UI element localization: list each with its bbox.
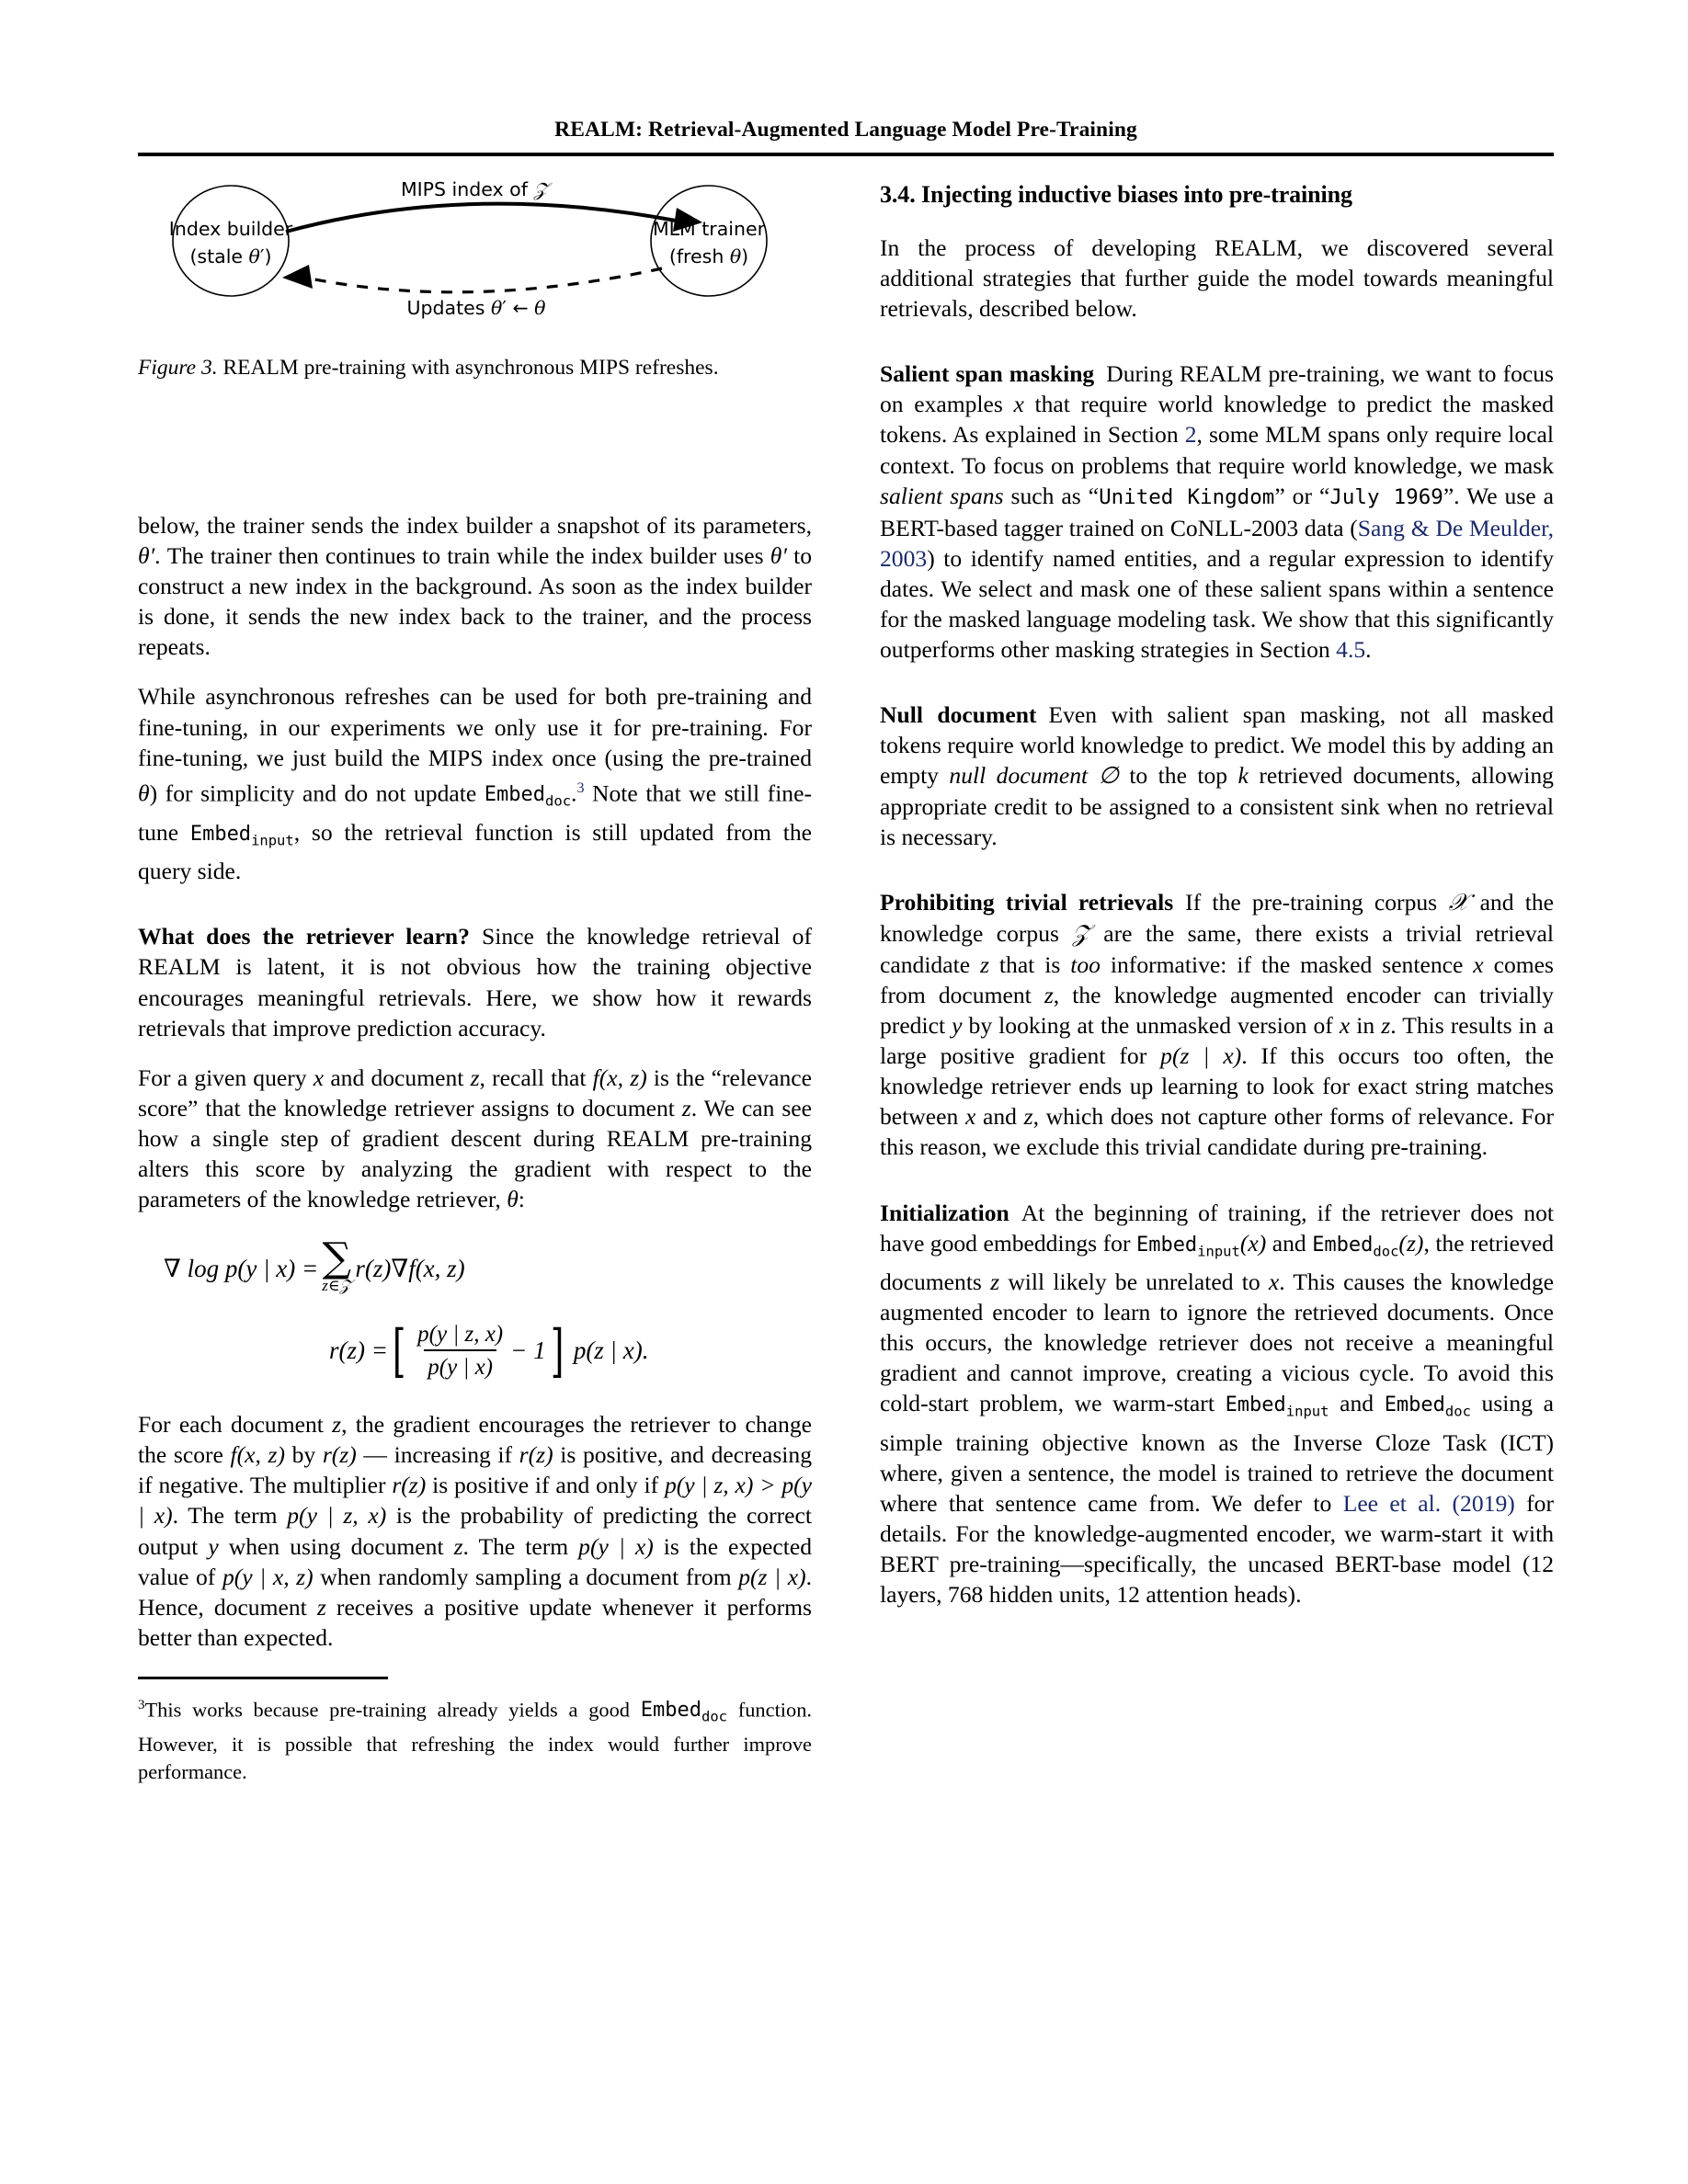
footnote-3-marker: 3 — [138, 1697, 145, 1712]
text-seg: , recall that — [479, 1064, 593, 1091]
updates-arrowhead — [282, 265, 313, 289]
text-seg: . This results in a large positive gradient for — [880, 1012, 1554, 1070]
embed-doc-token — [1312, 1233, 1399, 1260]
text-seg: by looking at the unmasked version of — [962, 1012, 1340, 1040]
text-seg: are the same, there exists a trivial retrieval candidate — [880, 919, 1554, 978]
embed-input-subscript: input — [1197, 1243, 1240, 1260]
math-cal-X: 𝒳 — [1448, 888, 1469, 916]
text-seg: that is — [988, 950, 1071, 978]
text-seg: is positive if and only if — [426, 1472, 665, 1499]
para-null-document — [880, 700, 1554, 851]
text-seg: . The term — [462, 1532, 579, 1560]
citation-lee-et-al-link[interactable]: Lee et al. (2019) — [1342, 1490, 1515, 1518]
fraction-group — [414, 1320, 507, 1382]
italic-salient-spans: salient spans — [880, 482, 1004, 509]
math-empty-set: ∅ — [1088, 762, 1119, 790]
math-p-y-given-xz: p(y | x, z) — [222, 1563, 314, 1590]
text-seg: — increasing if — [356, 1441, 519, 1469]
math-z: z — [316, 1593, 326, 1621]
fraction-denominator: p(y | x) — [424, 1349, 496, 1382]
math-x: x — [1268, 1268, 1280, 1296]
text-seg: ) to identify named entities, and a regular expression to identify dates. We select and mask one of these salient spans within a sentence for the masked language modeling task. We show that this significantly outperforms other masking strategies in Section — [880, 544, 1554, 664]
text-seg: will likely be unrelated to — [999, 1268, 1269, 1296]
equation-block — [138, 1234, 812, 1384]
figure-3-svg — [138, 175, 812, 322]
math-z: z — [990, 1268, 1000, 1296]
bracket-open: [ — [392, 1316, 406, 1384]
updates-arrow — [305, 268, 662, 292]
math-p-z-given-x: p(z | x) — [738, 1563, 806, 1590]
text-seg: . Hence, document — [138, 1563, 813, 1621]
text-seg: below, the trainer sends the index builder a snapshot of its parameters, — [138, 512, 812, 539]
text-seg: , the knowledge augmented encoder can trivially predict — [880, 981, 1554, 1040]
text-seg: and — [1266, 1229, 1313, 1257]
fraction-numerator: p(y | z, x) — [417, 1321, 504, 1347]
para-intro-inductive-biases: In the process of developing REALM, we discovered several additional strategies that further guide the model towards meaningful retrievals, described below. — [880, 234, 1554, 323]
text-seg: . The trainer then continues to train while the index builder uses — [154, 542, 770, 570]
math-rz: r(z) — [519, 1441, 553, 1469]
equation-gradient-log — [138, 1234, 812, 1295]
para-async-refreshes: While asynchronous refreshes can be used for both pre-training and fine-tuning, in our experiments we only use it for pre-training. For fine-tuning, we just build the MIPS index once (using the pre-trained θ) for simplicity and do not update Embed$_{doc}$.$^3$ Note that we still fine-tune Embed$_{input}$, so the retrieval function is still updated from the query side. — [138, 683, 812, 885]
math-x: x — [1339, 1012, 1351, 1040]
text-seg: While asynchronous refreshes can be used for both pre-training and fine-tuning, in our experiments we only use it for pre-training. For fine-tuning, we just build the MIPS index once (using the pre-trained — [138, 683, 812, 771]
text-seg: ”. We use a BERT-based tagger trained on CoNLL-2003 data ( — [880, 482, 1554, 541]
text-seg: During REALM pre-training, we want to focus on examples — [880, 360, 1555, 418]
math-theta: θ — [138, 779, 150, 807]
text-seg: This works because pre-training already yields a good — [144, 1698, 641, 1722]
sum-subscript: z∈𝒵 — [322, 1277, 352, 1295]
math-cal-Z: 𝒵 — [1072, 919, 1090, 948]
text-seg: Since the knowledge retrieval of REALM is latent, it is not obvious how the training objective encourages meaningful retrievals. Here, we show how it rewards retrievals that improve prediction accuracy. — [138, 923, 812, 1041]
embed-input-base: Embed — [1225, 1393, 1286, 1417]
runin-heading-salient-span-masking: Salient span masking — [880, 360, 1095, 388]
equation-2-row — [329, 1316, 649, 1384]
math-p-y-given-zx: p(y | z, x) — [287, 1502, 387, 1530]
text-seg: to construct a new index in the background. As soon as the index builder is done, it sends the new index back to the trainer, and the process repeats. — [138, 542, 813, 661]
mono-july-1969: July 1969 — [1329, 484, 1443, 509]
text-seg: , the gradient encourages the retriever to change the score — [138, 1411, 812, 1469]
text-seg: . The term — [172, 1502, 288, 1530]
math-z: z — [332, 1411, 342, 1439]
math-inequality: p(y | z, x) > p(y | x) — [138, 1472, 812, 1530]
footnote-3 — [138, 1692, 812, 1785]
math-theta-prime: θ′ — [138, 542, 155, 570]
text-seg: and document — [324, 1064, 471, 1091]
embed-input-token — [189, 822, 294, 849]
figure-3-caption-text: REALM pre-training with asynchronous MIPS refreshes. — [217, 356, 719, 380]
math-theta-prime: θ′ — [770, 542, 787, 570]
para-retriever-learn — [138, 921, 812, 1042]
text-seg: : — [518, 1186, 525, 1213]
embed-input-token — [1225, 1393, 1329, 1420]
text-seg: retrieved documents, allowing appropriate credit to be assigned to a consistent sink when no retrieval is necessary. — [880, 762, 1554, 850]
summation-symbol-group — [322, 1234, 352, 1295]
text-seg: , the retrieved documents — [880, 1229, 1555, 1296]
math-z: z — [453, 1532, 463, 1560]
text-seg: For a given query — [138, 1064, 314, 1091]
text-seg: At the beginning of training, if the retriever does not have good embeddings for — [880, 1199, 1554, 1257]
text-seg: such as “ — [1003, 482, 1100, 509]
text-seg: when using document — [218, 1532, 454, 1560]
figure-3-label: Figure 3. — [138, 356, 218, 380]
math-z: z — [1381, 1012, 1391, 1040]
footnote-rule — [138, 1677, 388, 1679]
citation-sang-de-meulder-link[interactable]: Sang & De Meulder, 2003 — [880, 514, 1554, 572]
bracket-close: ] — [550, 1316, 564, 1384]
math-p-y-given-x: p(y | x) — [578, 1532, 654, 1560]
section-heading-3-4: 3.4. Injecting inductive biases into pre-training — [880, 181, 1352, 208]
mlm-trainer-label-line1: MLM trainer — [652, 218, 766, 240]
text-seg: that require world knowledge to predict the masked tokens. As explained in Section — [880, 391, 1554, 449]
runin-heading-initialization: Initialization — [880, 1199, 1009, 1226]
text-seg: and — [975, 1103, 1024, 1131]
math-z: z — [980, 950, 989, 978]
text-seg: comes from document — [880, 950, 1554, 1008]
math-x: x — [313, 1064, 325, 1091]
footnote-marker-3[interactable]: 3 — [576, 779, 585, 796]
math-y: y — [208, 1532, 219, 1560]
math-theta: θ — [507, 1186, 519, 1213]
sum-sigma-icon: ∑ — [322, 1234, 351, 1282]
text-seg: to the top — [1118, 762, 1238, 790]
embed-input-token — [1135, 1233, 1240, 1260]
embed-doc-subscript: doc — [1444, 1403, 1471, 1420]
text-seg: . We can see how a single step of gradient descent during REALM pre-training alters this score by analyzing the gradient with respect to the parameters of the knowledge retriever, — [138, 1094, 813, 1213]
text-seg: . This causes the knowledge augmented encoder to learn to ignore the retrieved documents. Once this occurs, the knowledge retriever does not receive a meaningful gradient and cannot improve, creating a vicious cycle. To avoid this cold-start problem, we warm-start — [880, 1268, 1554, 1417]
equation-2-lhs: r(z) = — [329, 1336, 388, 1364]
section-ref-2-link[interactable]: 2 — [1184, 421, 1197, 449]
embed-doc-base: Embed — [1312, 1233, 1374, 1257]
math-f-xz: f(x, z) — [230, 1441, 285, 1469]
text-seg: when randomly sampling a document from — [313, 1563, 739, 1590]
embed-input-base: Embed — [1135, 1233, 1198, 1257]
para-for-each-document — [138, 1409, 812, 1653]
left-column — [138, 510, 812, 1785]
equation-1-row — [164, 1234, 465, 1295]
mono-united-kingdom: United Kingdom — [1099, 484, 1275, 509]
text-seg: using a simple training objective known as the Inverse Cloze Task (ICT) where, given a sentence, the model is trained to retrieve the document where that sentence came from. We defer to — [880, 1390, 1554, 1518]
math-x: x — [964, 1103, 976, 1131]
text-seg: is the expected value of — [138, 1532, 813, 1590]
text-seg: is the probability of predicting the correct output — [138, 1502, 812, 1560]
embed-doc-base: Embed — [484, 783, 546, 807]
math-f-xz: f(x, z) — [592, 1064, 647, 1091]
embed-input-subscript: input — [251, 832, 294, 849]
text-seg: in — [1350, 1012, 1382, 1040]
italic-too: too — [1070, 950, 1101, 978]
text-seg: . If this occurs too often, the knowledge retriever ends up learning to look for exact string matches between — [880, 1042, 1554, 1131]
para-given-query — [138, 1063, 812, 1214]
math-p-z-given-x: p(z | x) — [1160, 1042, 1242, 1070]
italic-null-document: null document — [949, 762, 1089, 790]
index-builder-label-line1: Index builder — [168, 218, 293, 240]
equation-1-rhs: r(z)∇f(x, z) — [355, 1254, 465, 1282]
mlm-trainer-node — [651, 186, 767, 296]
text-seg: and — [1329, 1390, 1385, 1417]
figure-3-diagram — [138, 175, 812, 322]
embed-input-base: Embed — [189, 822, 252, 846]
embed-doc-base: Embed — [1384, 1393, 1445, 1417]
math-rz: r(z) — [392, 1472, 427, 1499]
math-y: y — [952, 1012, 963, 1040]
math-k: k — [1237, 762, 1249, 790]
text-seg: . — [1365, 636, 1372, 664]
header-rule — [138, 153, 1554, 156]
embed-doc-token — [484, 783, 572, 810]
right-column — [880, 180, 1554, 1610]
text-seg: for details. For the knowledge-augmented encoder, we warm-start it with BERT pre-training—specifically, the uncased BERT-base model (12 layers, 768 hidden units, 12 attention heads). — [880, 1490, 1554, 1609]
para-initialization — [880, 1198, 1554, 1610]
equation-2-tail: p(z | x). — [573, 1336, 649, 1364]
math-x: x — [1013, 391, 1024, 418]
text-seg: , which does not capture other forms of relevance. For this reason, we exclude this trivial candidate during pre-training. — [880, 1103, 1554, 1161]
text-seg: If the pre-training corpus — [1185, 888, 1449, 916]
edge-label-mips-index: MIPS index of 𝒵 — [400, 178, 549, 200]
equation-rz-definition — [138, 1316, 812, 1384]
runin-heading-null-document: Null document — [880, 701, 1037, 729]
embed-doc-subscript: doc — [701, 1708, 728, 1725]
text-seg: ” or “ — [1274, 482, 1330, 509]
index-builder-label-line2: (stale θ′) — [189, 245, 272, 267]
text-seg: Note that we still fine-tune — [138, 779, 812, 846]
runin-heading-retriever-learn: What does the retriever learn? — [138, 923, 470, 950]
text-seg: by — [285, 1441, 323, 1469]
index-builder-node — [173, 186, 289, 296]
text-seg: informative: if the masked sentence — [1100, 950, 1474, 978]
text-seg: For each document — [138, 1411, 333, 1439]
text-seg: receives a positive update whenever it performs better than expected. — [138, 1593, 812, 1651]
embed-doc-subscript: doc — [1373, 1243, 1399, 1260]
math-arg-z: (z) — [1398, 1229, 1424, 1257]
section-ref-4-5-link[interactable]: 4.5 — [1336, 636, 1366, 664]
equation-1-lhs: ∇ log p(y | x) = — [164, 1254, 319, 1282]
para-below-trainer — [138, 510, 812, 662]
text-seg: , so the retrieval function is still updated from the query side. — [138, 818, 812, 885]
para-salient-span-masking — [880, 358, 1554, 665]
text-seg: Even with salient span masking, not all masked tokens require world knowledge to predict. We model this by adding an empty — [880, 701, 1554, 790]
math-rz: r(z) — [322, 1441, 357, 1469]
running-head: REALM: Retrieval-Augmented Language Model Pre-Training — [554, 118, 1137, 142]
figure-3-caption — [138, 354, 812, 382]
text-seg: and the knowledge corpus — [880, 888, 1554, 947]
embed-doc-base: Embed — [640, 1699, 702, 1723]
math-z: z — [1044, 981, 1054, 1008]
embed-doc-token — [1384, 1393, 1471, 1420]
math-z: z — [1023, 1103, 1033, 1131]
runin-heading-prohibiting-trivial-retrievals: Prohibiting trivial retrievals — [880, 888, 1174, 916]
text-seg: is positive, and decreasing if negative. The multiplier — [138, 1441, 812, 1499]
embed-doc-token — [640, 1699, 728, 1725]
para-prohibiting-trivial-retrievals — [880, 887, 1554, 1163]
math-z: z — [681, 1094, 691, 1121]
edge-label-updates: Updates θ′ ← θ — [406, 297, 546, 319]
math-z: z — [470, 1064, 480, 1091]
mips-index-arrow — [286, 204, 676, 232]
text-seg: is the “relevance score” that the knowledge retriever assigns to document — [138, 1064, 812, 1121]
math-arg-x: (x) — [1239, 1229, 1267, 1257]
mlm-trainer-label-line2: (fresh θ) — [668, 245, 749, 267]
text-seg: ) for simplicity and do not update — [149, 779, 485, 807]
embed-input-subscript: input — [1285, 1403, 1329, 1420]
minus-one-term: − 1 — [510, 1336, 546, 1364]
embed-doc-subscript: doc — [545, 792, 572, 810]
math-x: x — [1473, 950, 1484, 978]
text-seg: , some MLM spans only require local context. To focus on problems that require world knowledge, we mask — [880, 421, 1554, 479]
text-seg: function. However, it is possible that refreshing the index would further improve performance. — [138, 1698, 812, 1783]
